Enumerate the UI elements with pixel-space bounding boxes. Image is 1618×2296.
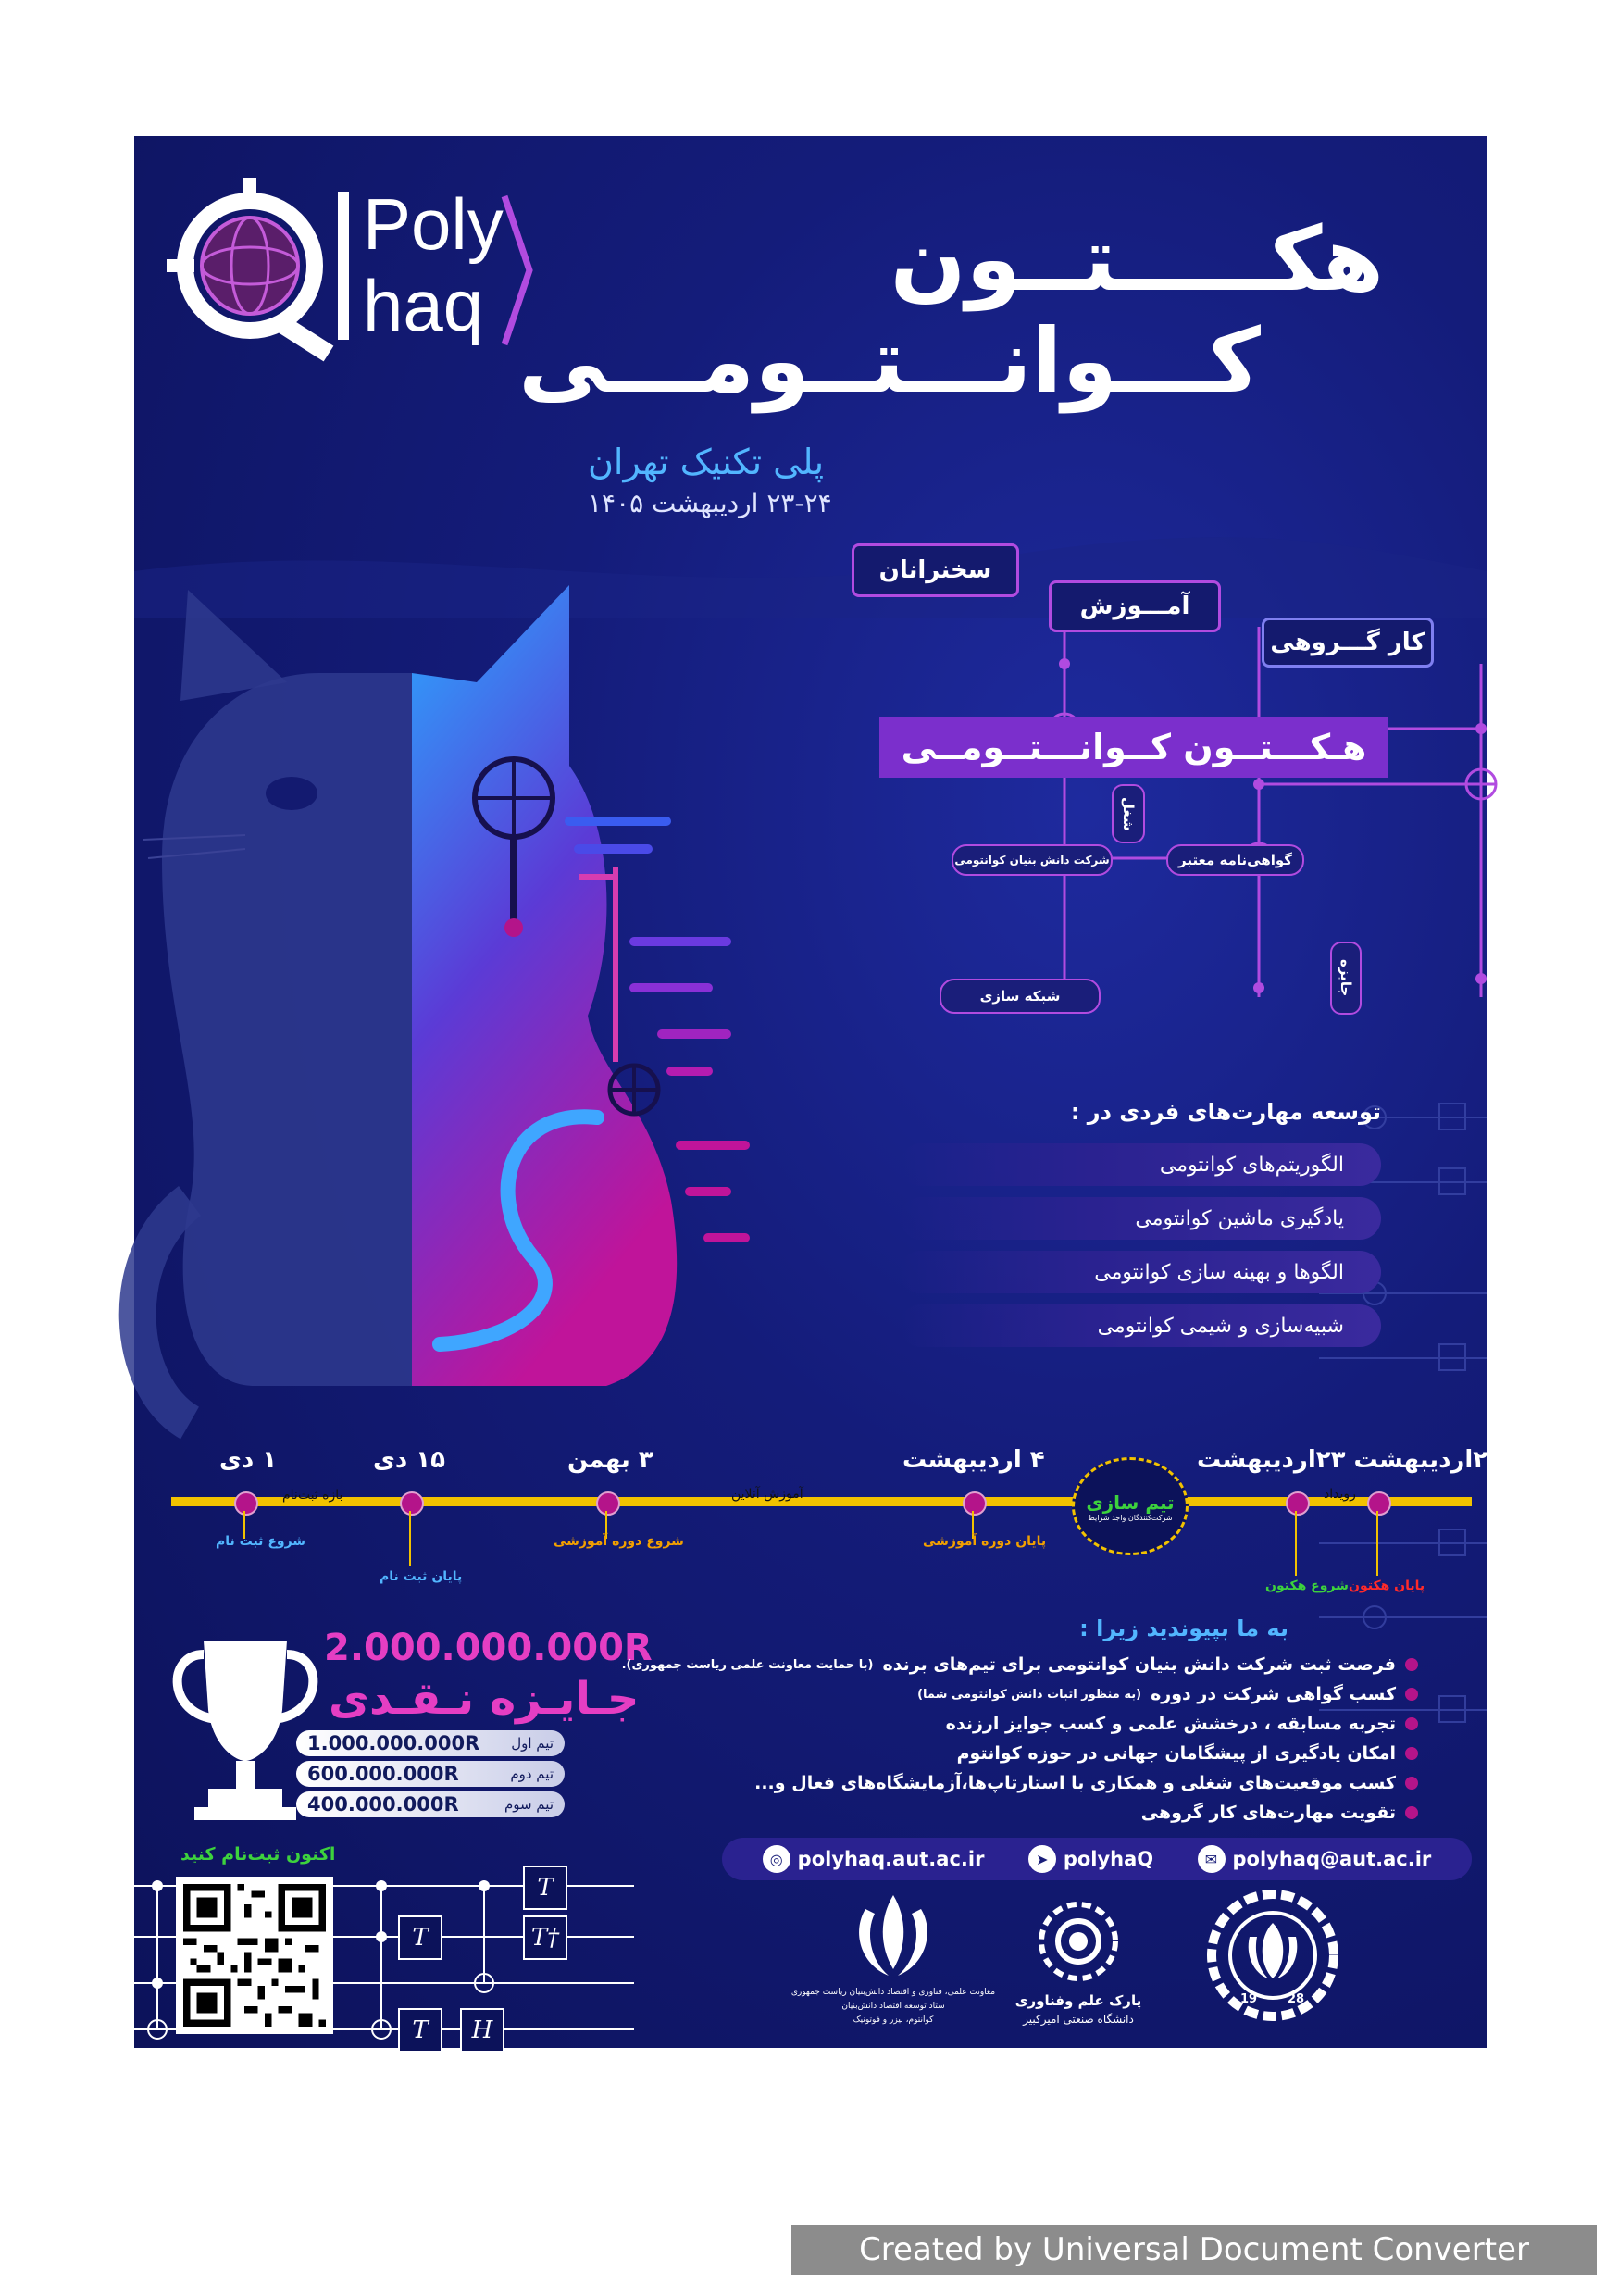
contact-telegram[interactable] [1028, 1845, 1153, 1873]
timeline-date-3: ۳ بهمن [567, 1446, 653, 1474]
contact-site[interactable] [763, 1845, 985, 1873]
bullet-icon [1405, 1806, 1418, 1819]
poster [134, 136, 1503, 2048]
prize-amount: 2.000.000.000R [324, 1627, 653, 1669]
benefit-note: (به منظور اثبات دانش کوانتومی شما) [917, 1687, 1142, 1702]
gate-t-dagger: T† [523, 1915, 567, 1960]
benefit-text: فرصت ثبت شرکت دانش بنیان کوانتومی برای تیم‌های برنده [882, 1654, 1396, 1675]
prize-tier-2 [296, 1761, 565, 1787]
bullet-icon [1405, 1777, 1418, 1790]
contact-email-text: polyhaq@aut.ac.ir [1232, 1848, 1432, 1870]
gate-t: T [398, 1915, 442, 1960]
benefit-text: کسب موقعیت‌های شغلی و همکاری با استارتاپ‌ها،آزمایشگاه‌های فعال و... [754, 1773, 1396, 1793]
watermark: Created by Universal Document Converter [791, 2225, 1597, 2275]
org-park-line2: دانشگاه صنعتی امیرکبیر [1023, 2013, 1134, 2026]
qr-code[interactable] [176, 1877, 333, 2034]
aut-year-left: 19 [1240, 1992, 1258, 2006]
benefit-item [957, 1743, 1418, 1764]
contact-site-text: polyhaq.aut.ac.ir [797, 1848, 985, 1870]
timeline-note-hack-start: شروع هکتون [1265, 1578, 1349, 1593]
aut-university-logo-icon [1203, 1886, 1342, 2025]
gate-t: T [398, 2008, 442, 2053]
logo-haq-text: haq [363, 265, 484, 346]
team-building-title: تیم سازی [1086, 1491, 1175, 1514]
timeline-date-5: ۲۴اردیبهشت ۲۳اردیبهشت [1197, 1446, 1503, 1474]
prize-tier-value: 400.000.000R [307, 1793, 459, 1816]
skill-item: الگوها و بهینه سازی کوانتومی [900, 1251, 1381, 1293]
title-line-2: کـــوانـــتــومـــی [518, 309, 1261, 413]
cat-illustration [134, 553, 782, 1386]
skills-heading: توسعه مهارت‌های فردی در : [1070, 1099, 1381, 1125]
prize-tier-name: تیم سوم [504, 1796, 554, 1813]
benefit-text: کسب گواهی شرکت در دوره [1151, 1684, 1396, 1704]
skill-item: یادگیری ماشین کوانتومی [900, 1197, 1381, 1240]
skill-item: شبیه‌سازی و شیمی کوانتومی [900, 1304, 1381, 1347]
gate-t: T [523, 1866, 567, 1910]
event-dates: ۲۳-۲۴ اردیبهشت ۱۴۰۵ [588, 488, 832, 518]
timeline-bar [171, 1497, 1472, 1506]
bullet-icon [1405, 1658, 1418, 1671]
timeline-note-hack-end: پایان هکتون [1349, 1578, 1425, 1593]
org-vp-line3: کوانتوم، لیزر و فوتونیک [853, 2015, 934, 2025]
prize-label: جـایـزه نـقـدی [329, 1673, 640, 1725]
benefit-item [622, 1654, 1418, 1675]
q-globe-icon [157, 173, 342, 358]
gate-h: H [460, 2008, 504, 2053]
bullet-icon [1405, 1717, 1418, 1730]
pill-certificate: گواهی‌نامه معتبر [1166, 844, 1304, 876]
contact-telegram-text: polyhaQ [1063, 1848, 1154, 1870]
timeline-date-1: ۱ دی [219, 1446, 278, 1474]
benefit-text: امکان یادگیری از پیشگامان جهانی در حوزه کوانتوم [956, 1743, 1396, 1764]
benefit-item [917, 1684, 1418, 1704]
science-park-logo-icon [1027, 1890, 1129, 1992]
benefits-heading: به ما بپیوندید زیرا : [1079, 1616, 1288, 1641]
telegram-icon: ➤ [1028, 1845, 1056, 1873]
box-speakers: سخنرانان [852, 543, 1019, 597]
timeline-online: آموزش آنلاین [731, 1487, 803, 1502]
contact-email[interactable] [1198, 1845, 1432, 1873]
benefit-text: تجربه مسابقه ، درخشش علمی و کسب جوایز ارزنده [945, 1714, 1396, 1734]
register-cta[interactable]: اکنون ثبت‌نام کنید [180, 1844, 336, 1865]
prize-tier-name: تیم دوم [510, 1766, 554, 1782]
prize-tier-value: 1.000.000.000R [307, 1732, 480, 1754]
org-park-line1: پارک علم وفناوری [1014, 1992, 1142, 2009]
qr-pattern-icon [183, 1884, 326, 2027]
globe-icon: ◎ [763, 1845, 790, 1873]
timeline-note-reg-end: پایان ثبت نام [380, 1569, 463, 1584]
prize-tier-name: تیم اول [511, 1735, 554, 1752]
team-building-badge [1072, 1457, 1189, 1555]
core-hackathon: هـکـــتــون کــوانـــتــومــی [879, 717, 1388, 778]
iran-emblem-icon [838, 1890, 949, 1983]
email-icon: ✉ [1198, 1845, 1226, 1873]
benefit-text: تقویت مهارت‌های کار گروهی [1140, 1803, 1396, 1823]
pill-prize: جایزه [1330, 942, 1362, 1015]
location-subtitle: پلی تکنیک تهران [588, 442, 825, 482]
team-building-sub: شرکت‌کنندگان واجد شرایط [1088, 1513, 1173, 1522]
timeline-date-2: ۱۵ دی [373, 1446, 445, 1474]
logo-poly-text: Poly [363, 183, 504, 265]
title-line-1: هکـــــتــون [890, 207, 1384, 311]
bullet-icon [1405, 1688, 1418, 1701]
contact-bar [722, 1838, 1472, 1880]
benefit-note: (با حمایت معاونت علمی ریاست جمهوری). [621, 1657, 874, 1672]
benefit-item [946, 1714, 1418, 1734]
timeline-note-reg-start: شروع ثبت نام [216, 1534, 306, 1549]
prize-tier-1 [296, 1730, 565, 1756]
timeline-note-course-start: شروع دوره آموزشی [554, 1534, 684, 1549]
prize-tier-3 [296, 1791, 565, 1817]
benefit-item [1141, 1803, 1418, 1823]
pill-company: شرکت دانش بنیان کوانتومی [952, 844, 1113, 876]
polyhaq-logo [157, 155, 546, 368]
bullet-icon [1405, 1747, 1418, 1760]
pill-networking: شبکه سازی [940, 979, 1101, 1014]
benefit-item [754, 1773, 1418, 1793]
aut-year-right: 28 [1288, 1992, 1305, 2006]
box-teamwork: کار گـــروهی [1262, 618, 1434, 668]
org-vp-line1: معاونت علمی، فناوری و اقتصاد دانش‌بنیان ریاست جمهوری [790, 1988, 996, 1997]
org-vp-line2: ستاد توسعه اقتصاد دانش‌بنیان [841, 2002, 945, 2011]
pill-job: شغل [1112, 784, 1145, 843]
timeline-event: رویداد [1324, 1487, 1356, 1502]
skill-item: الگوریتم‌های کوانتومی [900, 1143, 1381, 1186]
timeline-ticks [134, 1511, 1487, 1613]
box-training: آمـــوزش [1049, 580, 1221, 632]
timeline-reg-period: بازه ثبت‌نام [282, 1488, 343, 1503]
timeline-date-4: ۴ اردیبهشت [902, 1446, 1045, 1474]
prize-tier-value: 600.000.000R [307, 1763, 459, 1785]
timeline-note-course-end: پایان دوره آموزشی [923, 1534, 1047, 1549]
